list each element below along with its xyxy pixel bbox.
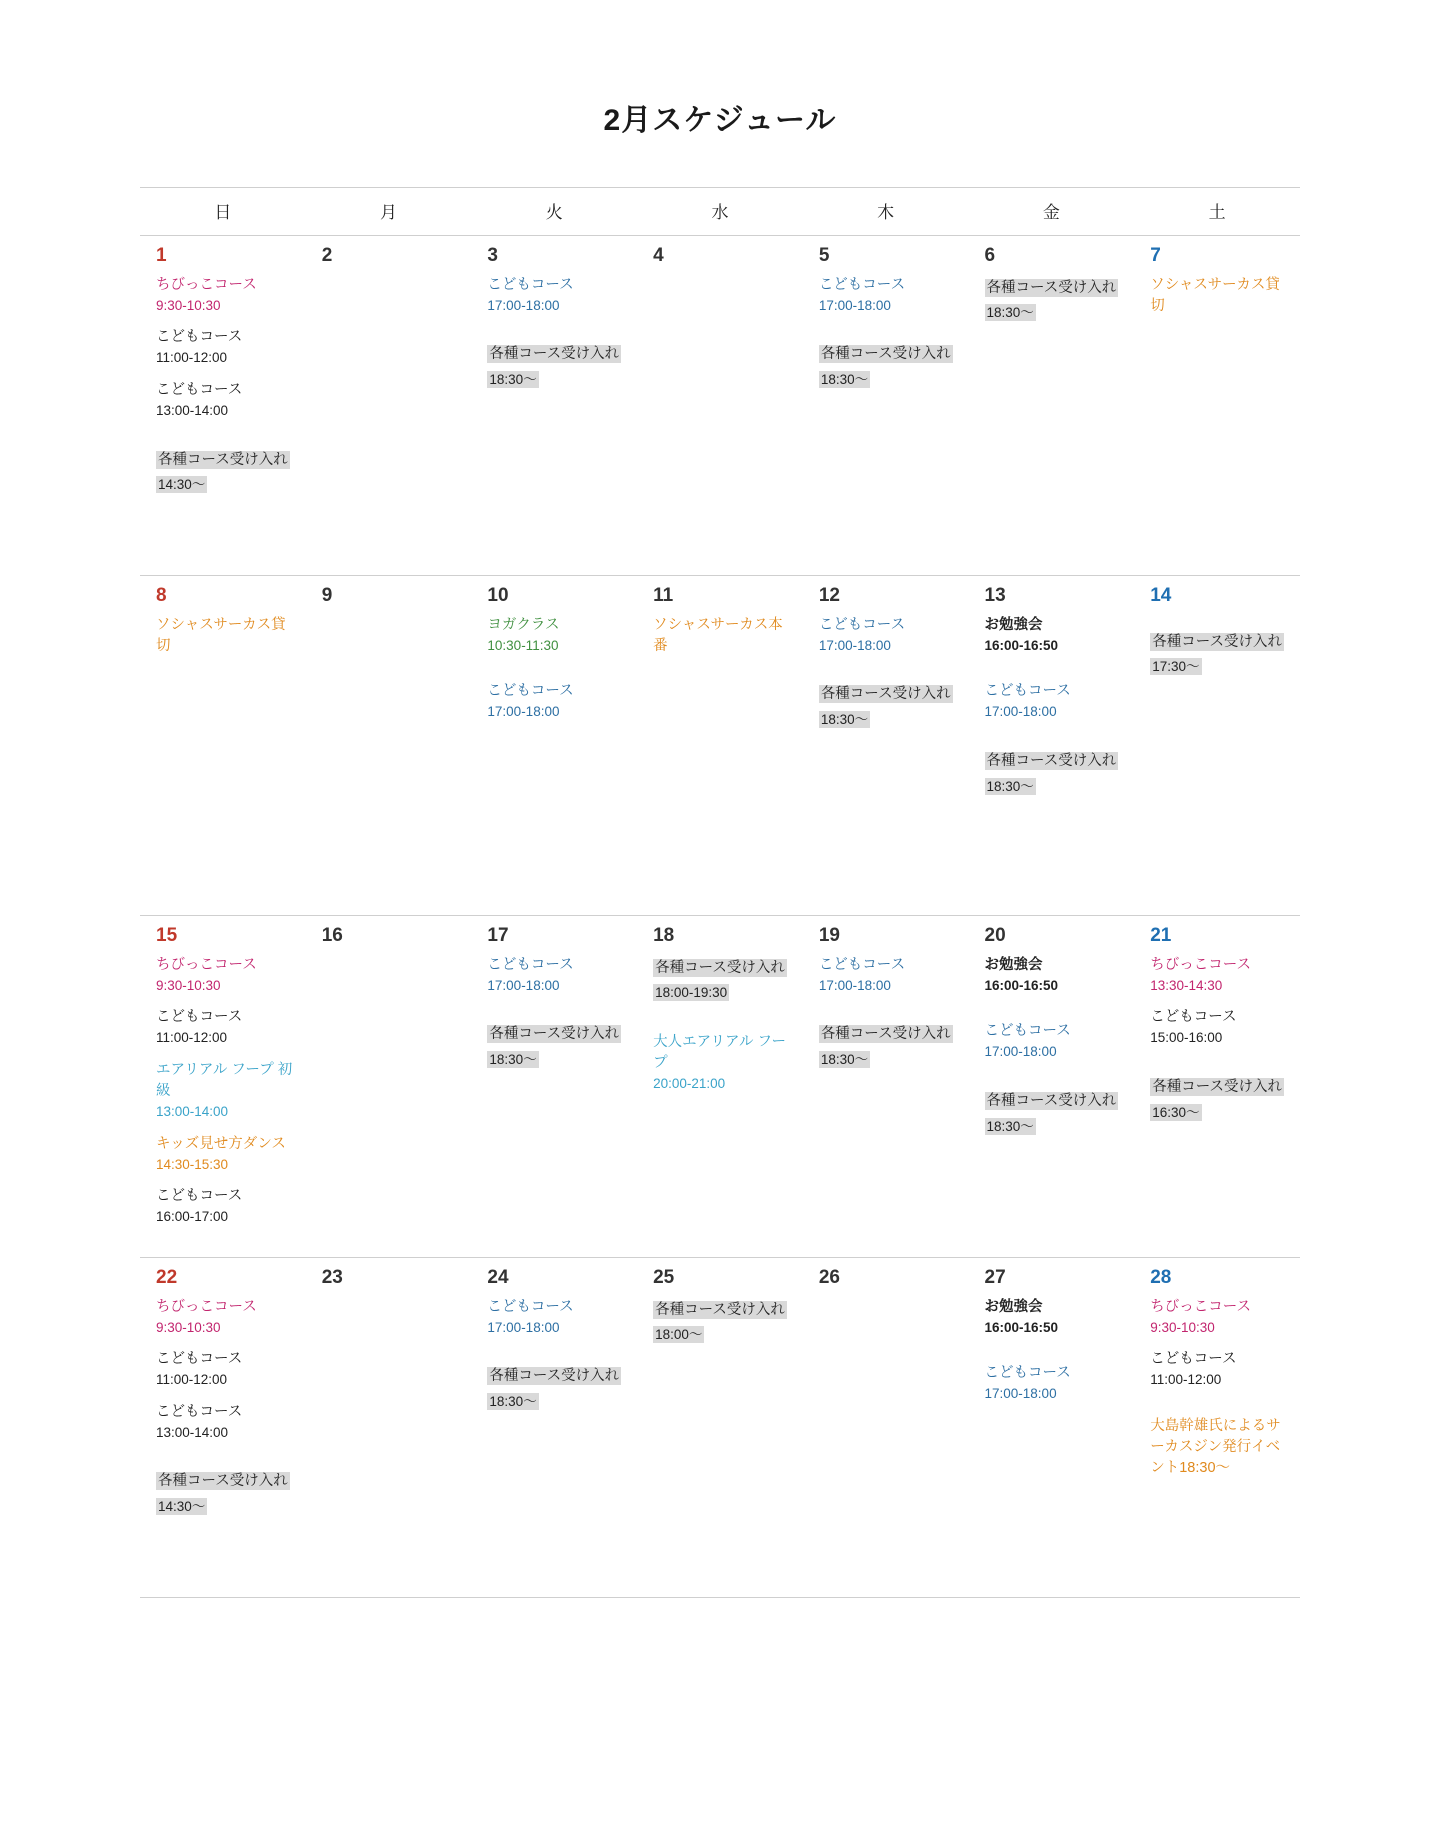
event-spacer — [819, 327, 961, 341]
calendar-event[interactable] — [819, 341, 961, 392]
calendar-event[interactable] — [985, 1088, 1127, 1139]
event-title: ちびっこコース — [1150, 956, 1251, 973]
event-time: 16:00-16:50 — [984, 1319, 1059, 1335]
calendar-event[interactable] — [985, 955, 1127, 996]
calendar-day-cell[interactable] — [969, 1257, 1135, 1597]
event-title: 各種コース受け入れ — [1152, 633, 1282, 650]
event-time: 14:30-15:30 — [156, 1156, 229, 1172]
calendar-day-cell[interactable] — [306, 916, 472, 1258]
day-number: 10 — [487, 585, 509, 606]
day-number: 26 — [818, 1266, 840, 1288]
weekday-header-0: 日 — [140, 188, 306, 236]
event-time: 17:00-18:00 — [984, 1044, 1057, 1060]
event-title: 各種コース受け入れ — [1152, 1079, 1282, 1096]
calendar-day-cell[interactable] — [306, 1257, 472, 1597]
event-title: 大島幹雄氏によるサーカスジン発行イベント18:30〜 — [1150, 1417, 1281, 1476]
event-time: 20:00-21:00 — [653, 1076, 726, 1092]
calendar-day-cell[interactable] — [140, 236, 306, 576]
calendar-event[interactable] — [1150, 955, 1292, 996]
calendar-day-cell[interactable] — [306, 236, 472, 576]
event-title: ソシャスサーカス貸切 — [156, 616, 286, 654]
weekday-header-2: 火 — [471, 188, 637, 236]
calendar-day-cell[interactable] — [637, 916, 803, 1258]
event-spacer — [985, 734, 1127, 748]
event-title: こどもコース — [156, 1403, 243, 1420]
event-time: 18:00〜 — [655, 1327, 703, 1343]
event-spacer — [487, 1349, 629, 1363]
event-time: 18:30〜 — [986, 1118, 1034, 1134]
event-title: 各種コース受け入れ — [655, 959, 785, 976]
event-title: お勉強会 — [984, 1298, 1043, 1315]
day-number: 23 — [321, 1266, 343, 1288]
event-title: 各種コース受け入れ — [820, 686, 951, 703]
event-title: こどもコース — [156, 1351, 243, 1368]
calendar-day-cell[interactable] — [803, 1257, 969, 1597]
calendar-event[interactable] — [1150, 1007, 1292, 1048]
calendar-table — [140, 187, 1300, 1598]
event-title: こどもコース — [156, 1188, 243, 1205]
event-title: 各種コース受け入れ — [489, 346, 620, 363]
calendar-container — [140, 187, 1300, 1598]
event-time: 16:30〜 — [1152, 1104, 1200, 1120]
event-time: 13:30-14:30 — [1150, 977, 1223, 993]
weekday-header-row — [140, 188, 1300, 236]
event-time: 11:00-12:00 — [1150, 1372, 1222, 1388]
day-number: 4 — [653, 245, 664, 266]
calendar-event[interactable] — [487, 275, 629, 316]
event-time: 15:00-16:00 — [1150, 1030, 1223, 1046]
event-title: ソシャスサーカス本番 — [653, 616, 783, 654]
calendar-body — [140, 236, 1300, 1598]
calendar-day-cell[interactable] — [969, 576, 1135, 916]
event-time: 17:00-18:00 — [984, 704, 1057, 720]
event-time: 13:00-14:00 — [156, 1424, 229, 1440]
event-title: ソシャスサーカス貸切 — [1150, 276, 1280, 314]
day-number: 28 — [1150, 1266, 1172, 1288]
calendar-day-cell[interactable] — [803, 916, 969, 1258]
calendar-day-cell[interactable] — [1134, 236, 1300, 576]
day-number: 11 — [653, 585, 674, 606]
day-number: 8 — [156, 585, 167, 606]
calendar-day-cell[interactable] — [140, 576, 306, 916]
calendar-event[interactable] — [156, 1060, 298, 1122]
event-title: ちびっこコース — [156, 956, 257, 973]
day-number: 7 — [1150, 245, 1161, 266]
calendar-day-cell[interactable] — [637, 1257, 803, 1597]
calendar-event[interactable] — [653, 615, 795, 657]
event-title: 各種コース受け入れ — [489, 1368, 620, 1385]
day-number: 1 — [156, 245, 167, 266]
event-title: こどもコース — [984, 1365, 1071, 1382]
calendar-week-row — [140, 1257, 1300, 1597]
event-time: 13:00-14:00 — [156, 1104, 229, 1120]
calendar-event[interactable] — [156, 1297, 298, 1338]
day-number: 18 — [653, 925, 675, 946]
calendar-event[interactable] — [1150, 629, 1292, 680]
day-number: 22 — [156, 1266, 178, 1288]
event-time: 18:30〜 — [489, 1393, 537, 1409]
calendar-event[interactable] — [156, 275, 298, 316]
event-title: こどもコース — [156, 1009, 243, 1026]
calendar-event[interactable] — [819, 955, 961, 996]
event-spacer — [985, 667, 1127, 681]
calendar-event[interactable] — [985, 275, 1127, 326]
event-time: 18:30〜 — [489, 1052, 537, 1068]
weekday-header-6: 土 — [1134, 188, 1300, 236]
calendar-event[interactable] — [156, 1007, 298, 1048]
event-title: 大人エアリアル フープ — [653, 1034, 787, 1072]
calendar-event[interactable] — [985, 615, 1127, 656]
day-number: 5 — [818, 245, 830, 266]
event-title: こどもコース — [818, 616, 906, 633]
calendar-event[interactable] — [1150, 1416, 1292, 1479]
event-time: 17:00-18:00 — [818, 637, 891, 653]
calendar-event[interactable] — [985, 1363, 1127, 1404]
calendar-day-cell[interactable] — [1134, 916, 1300, 1258]
event-time: 18:00-19:30 — [655, 985, 728, 1001]
day-number: 16 — [321, 925, 343, 946]
calendar-event[interactable] — [819, 275, 961, 316]
calendar-event[interactable] — [653, 1297, 795, 1348]
weekday-header-4: 木 — [803, 188, 969, 236]
calendar-day-cell[interactable] — [471, 236, 637, 576]
day-number: 2 — [321, 245, 333, 266]
event-title: ヨガクラス — [487, 616, 560, 633]
calendar-day-cell[interactable] — [969, 236, 1135, 576]
event-time: 11:00-12:00 — [156, 1372, 228, 1388]
day-number: 17 — [487, 925, 509, 946]
event-time: 16:00-16:50 — [984, 977, 1059, 993]
calendar-day-cell[interactable] — [637, 236, 803, 576]
calendar-event[interactable] — [156, 1402, 298, 1443]
calendar-day-cell[interactable] — [471, 576, 637, 916]
day-number: 12 — [818, 585, 840, 606]
event-title: こどもコース — [1150, 1009, 1237, 1026]
event-spacer — [653, 1018, 795, 1032]
day-number: 9 — [321, 585, 333, 606]
event-time: 9:30-10:30 — [156, 297, 221, 313]
weekday-header-5: 金 — [969, 188, 1135, 236]
day-number: 6 — [984, 245, 996, 266]
event-title: こどもコース — [487, 1298, 574, 1315]
day-number: 24 — [487, 1266, 509, 1288]
event-time: 9:30-10:30 — [1150, 1319, 1215, 1335]
event-title: こどもコース — [156, 329, 243, 346]
event-time: 11:00-12:00 — [156, 1030, 228, 1046]
event-time: 13:00-14:00 — [156, 403, 229, 419]
event-time: 17:00-18:00 — [818, 977, 891, 993]
event-title: 各種コース受け入れ — [158, 451, 288, 468]
event-time: 11:00-12:00 — [156, 350, 228, 366]
event-title: 各種コース受け入れ — [986, 1093, 1117, 1110]
calendar-event[interactable] — [156, 380, 298, 421]
event-title: こどもコース — [984, 1023, 1071, 1040]
event-spacer — [1150, 1402, 1292, 1416]
day-number: 27 — [984, 1266, 1006, 1288]
event-time: 17:00-18:00 — [487, 977, 560, 993]
calendar-day-cell[interactable] — [803, 236, 969, 576]
event-title: お勉強会 — [984, 956, 1043, 973]
calendar-week-row — [140, 916, 1300, 1258]
event-title: 各種コース受け入れ — [655, 1301, 785, 1318]
event-time: 17:30〜 — [1152, 659, 1200, 675]
event-time: 17:00-18:00 — [984, 1386, 1057, 1402]
day-number: 3 — [487, 245, 498, 266]
calendar-day-cell[interactable] — [471, 1257, 637, 1597]
event-time: 9:30-10:30 — [156, 1319, 221, 1335]
event-title: エアリアル フープ 初級 — [156, 1062, 293, 1100]
event-title: 各種コース受け入れ — [820, 346, 951, 363]
event-spacer — [985, 1349, 1127, 1363]
calendar-event[interactable] — [156, 447, 298, 498]
event-title: 各種コース受け入れ — [986, 279, 1117, 296]
event-title: 各種コース受け入れ — [489, 1026, 620, 1043]
calendar-event[interactable] — [1150, 1349, 1292, 1390]
event-time: 17:00-18:00 — [487, 297, 560, 313]
event-spacer — [156, 1454, 298, 1468]
event-time: 17:00-18:00 — [818, 297, 891, 313]
event-time: 18:30〜 — [986, 778, 1034, 794]
event-title: こどもコース — [487, 683, 574, 700]
event-time: 14:30〜 — [158, 1499, 206, 1515]
event-title: ちびっこコース — [156, 276, 257, 293]
calendar-event[interactable] — [487, 341, 629, 392]
event-time: 18:30〜 — [986, 305, 1034, 321]
calendar-event[interactable] — [487, 1363, 629, 1414]
calendar-event[interactable] — [156, 615, 298, 657]
event-title: 各種コース受け入れ — [158, 1473, 288, 1490]
weekday-header-3: 水 — [637, 188, 803, 236]
calendar-week-row — [140, 236, 1300, 576]
event-title: お勉強会 — [984, 616, 1043, 633]
calendar-event[interactable] — [653, 955, 795, 1006]
day-number: 25 — [653, 1266, 675, 1288]
event-spacer — [985, 1007, 1127, 1021]
event-time: 18:30〜 — [820, 1052, 869, 1068]
event-title: こどもコース — [1150, 1351, 1237, 1368]
calendar-event[interactable] — [156, 1468, 298, 1519]
calendar-event[interactable] — [985, 748, 1127, 799]
calendar-event[interactable] — [819, 681, 961, 732]
calendar-event[interactable] — [985, 1297, 1127, 1338]
calendar-day-cell[interactable] — [140, 916, 306, 1258]
event-spacer — [819, 667, 961, 681]
event-spacer — [156, 433, 298, 447]
event-time: 16:00-17:00 — [156, 1209, 229, 1225]
event-spacer — [985, 1074, 1127, 1088]
event-spacer — [819, 1007, 961, 1021]
calendar-event[interactable] — [819, 615, 961, 656]
calendar-event[interactable] — [156, 1134, 298, 1175]
event-time: 17:00-18:00 — [487, 704, 560, 720]
day-number: 21 — [1150, 925, 1172, 946]
event-time: 9:30-10:30 — [156, 977, 221, 993]
event-title: こどもコース — [156, 382, 243, 399]
calendar-event[interactable] — [1150, 275, 1292, 317]
calendar-day-cell[interactable] — [306, 576, 472, 916]
calendar-day-cell[interactable] — [1134, 1257, 1300, 1597]
event-time: 10:30-11:30 — [487, 637, 559, 653]
calendar-event[interactable] — [985, 1021, 1127, 1062]
event-title: 各種コース受け入れ — [986, 753, 1117, 770]
calendar-event[interactable] — [819, 1021, 961, 1072]
event-time: 18:30〜 — [820, 712, 869, 728]
event-spacer — [487, 667, 629, 681]
calendar-day-cell[interactable] — [471, 916, 637, 1258]
event-spacer — [487, 327, 629, 341]
weekday-header-1: 月 — [306, 188, 472, 236]
day-number: 15 — [156, 925, 178, 946]
event-time: 18:30〜 — [489, 372, 537, 388]
day-number: 14 — [1150, 585, 1172, 606]
calendar-event[interactable] — [156, 327, 298, 368]
day-number: 13 — [984, 585, 1006, 606]
event-title: キッズ見せ方ダンス — [156, 1135, 286, 1152]
event-spacer — [1150, 615, 1292, 629]
event-spacer — [1150, 1060, 1292, 1074]
calendar-event[interactable] — [653, 1032, 795, 1094]
calendar-event[interactable] — [487, 681, 629, 722]
calendar-event[interactable] — [487, 1297, 629, 1338]
calendar-day-cell[interactable] — [969, 916, 1135, 1258]
calendar-event[interactable] — [156, 1186, 298, 1227]
event-title: 各種コース受け入れ — [820, 1026, 951, 1043]
event-time: 14:30〜 — [158, 477, 206, 493]
event-title: こどもコース — [818, 276, 906, 293]
event-title: こどもコース — [818, 956, 906, 973]
event-time: 16:00-16:50 — [984, 637, 1059, 653]
event-title: ちびっこコース — [156, 1298, 257, 1315]
calendar-day-cell[interactable] — [1134, 576, 1300, 916]
calendar-event[interactable] — [487, 955, 629, 996]
event-title: こどもコース — [984, 683, 1071, 700]
day-number: 20 — [984, 925, 1006, 946]
page-title: 2月スケジュール — [603, 104, 837, 137]
event-title: こどもコース — [487, 956, 574, 973]
calendar-event[interactable] — [156, 955, 298, 996]
calendar-week-row — [140, 576, 1300, 916]
event-title: こどもコース — [487, 276, 574, 293]
calendar-event[interactable] — [985, 681, 1127, 722]
calendar-day-cell[interactable] — [140, 1257, 306, 1597]
calendar-event[interactable] — [487, 1021, 629, 1072]
calendar-day-cell[interactable] — [803, 576, 969, 916]
event-time: 17:00-18:00 — [487, 1319, 560, 1335]
calendar-event[interactable] — [156, 1349, 298, 1390]
event-spacer — [487, 1007, 629, 1021]
event-time: 18:30〜 — [820, 372, 869, 388]
event-title: ちびっこコース — [1150, 1298, 1251, 1315]
calendar-event[interactable] — [487, 615, 629, 656]
calendar-day-cell[interactable] — [637, 576, 803, 916]
calendar-event[interactable] — [1150, 1297, 1292, 1338]
calendar-event[interactable] — [1150, 1074, 1292, 1125]
day-number: 19 — [818, 925, 840, 946]
